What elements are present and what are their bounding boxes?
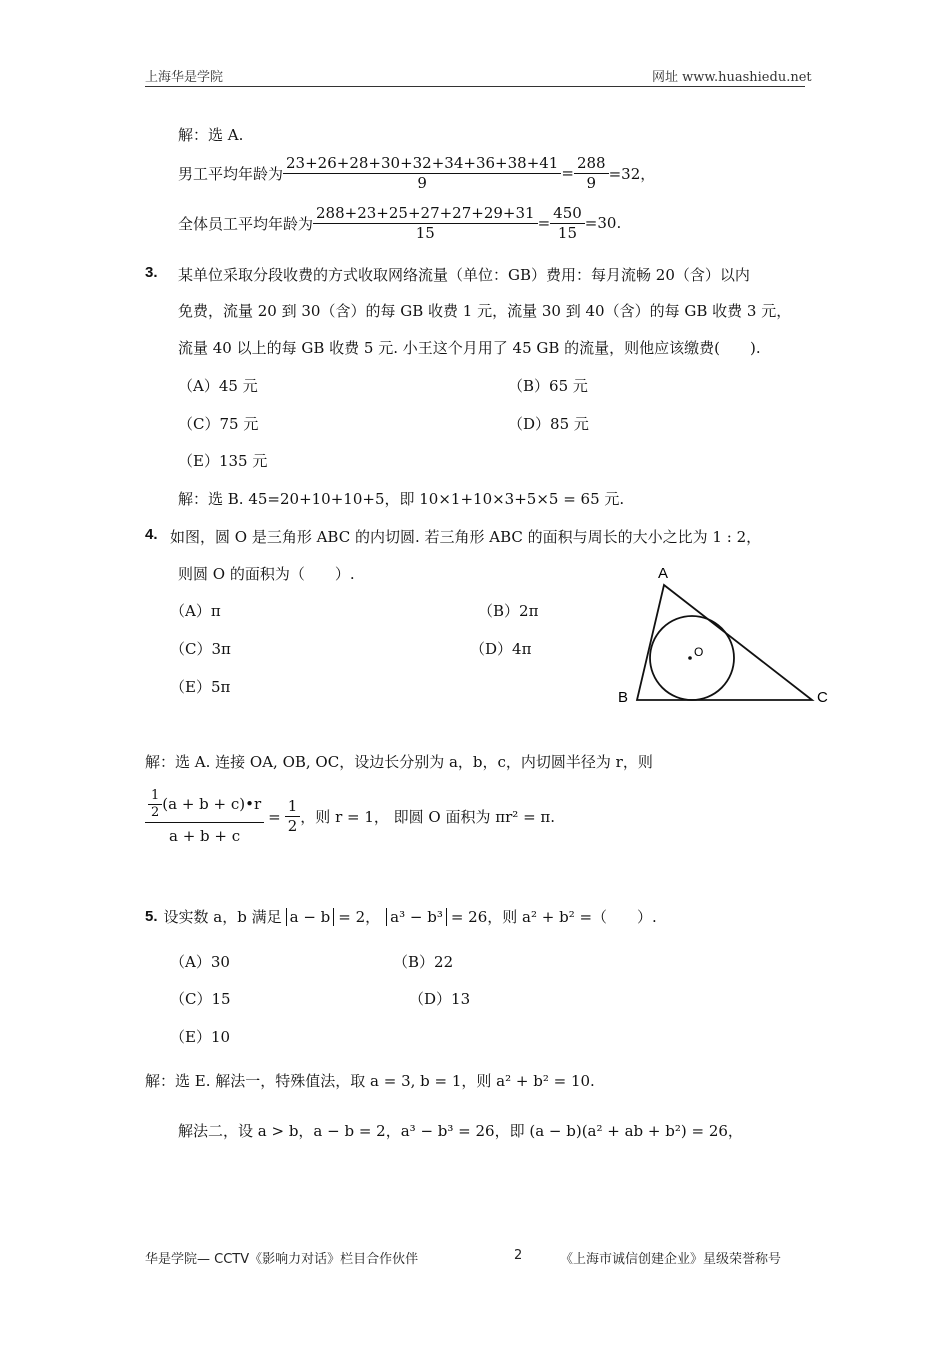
q3-option-d: （D）85 元 (508, 415, 589, 433)
q5-stem-pre: 设实数 a，b 满足 (163, 908, 282, 926)
q5-stem-post: = 26，则 a² + b² =（ ）. (450, 908, 657, 926)
q2-male-fraction2 (574, 154, 609, 193)
q4-rhs-numerator: 1 (285, 797, 301, 817)
q5-option-b: （B）22 (393, 953, 454, 971)
q2-all-denominator: 15 (415, 223, 435, 242)
q2-male-average (178, 154, 655, 193)
q4-half-numerator: 1 (148, 788, 162, 805)
q2-all-numerator2: 450 (550, 204, 585, 224)
q4-main-denominator: a + b + c (169, 826, 241, 845)
q3-option-c: （C）75 元 (178, 415, 259, 433)
q4-option-b: （B）2π (478, 602, 539, 620)
q5-abs-diff: a − b (286, 908, 335, 926)
header-right: 网址 www.huashiedu.net (652, 70, 812, 85)
q4-number: 4. (145, 526, 158, 543)
vertex-label-c: C (817, 689, 828, 706)
q2-male-numerator2: 288 (574, 154, 609, 174)
q5-stem-mid: = 2， (338, 908, 381, 926)
q2-all-average (178, 204, 621, 243)
q5-solution2: 解法二，设 a > b，a − b = 2，a³ − b³ = 26，即 (a − b)(a² + ab + b²) = 26， (178, 1122, 743, 1140)
q5-number: 5. (145, 908, 158, 925)
q5-option-e: （E）10 (170, 1028, 231, 1046)
q3-line1: 某单位采取分段收费的方式收取网络流量（单位：GB）费用：每月流畅 20（含）以内 (178, 266, 750, 284)
q4-main-fraction (145, 788, 264, 845)
q4-rhs-fraction (285, 797, 301, 836)
q4-option-c: （C）3π (170, 640, 231, 658)
q2-male-fraction (283, 154, 561, 193)
q3-option-a: （A）45 元 (178, 377, 258, 395)
q2-all-result: =30. (584, 214, 622, 233)
q4-half-fraction (148, 788, 162, 822)
footer-page-number: 2 (514, 1248, 523, 1263)
triangle-abc (637, 585, 812, 700)
triangle-incircle-figure (610, 560, 840, 710)
footer-right: 《上海市诚信创建企业》星级荣誉称号 (560, 1252, 782, 1267)
q2-male-label: 男工平均年龄为 (178, 164, 284, 183)
q4-solution-tail: ，则 r = 1， 即圆 O 面积为 πr² = π. (300, 808, 556, 827)
q3-solution: 解：选 B. 45=20+10+10+5，即 10×1+10×3+5×5 = 65 元. (178, 490, 625, 508)
q2-male-denominator: 9 (417, 173, 427, 192)
q4-rhs-denominator: 2 (287, 817, 298, 836)
q4-line2: 则圆 O 的面积为（ ）. (178, 565, 355, 583)
q2-all-fraction2 (550, 204, 585, 243)
q2-male-eq: = (561, 164, 574, 183)
q5-stem (145, 906, 657, 927)
q4-solution-line1: 解：选 A. 连接 OA, OB, OC，设边长分别为 a，b，c，内切圆半径为 r，则 (145, 753, 653, 771)
q4-equals: = (268, 807, 281, 826)
q4-solution-formula (145, 788, 555, 845)
q2-all-numerator: 288+23+25+27+27+29+31 (313, 204, 538, 224)
q2-male-result: =32， (608, 164, 656, 183)
vertex-label-b: B (618, 689, 629, 706)
header-left: 上海华是学院 (145, 70, 224, 85)
q4-line1: 如图，圆 O 是三角形 ABC 的内切圆. 若三角形 ABC 的面积与周长的大小之比为 1 : 2， (170, 528, 762, 546)
q2-male-numerator: 23+26+28+30+32+34+36+38+41 (283, 154, 561, 174)
vertex-label-a: A (658, 565, 669, 582)
footer-left: 华是学院— CCTV《影响力对话》栏目合作伙伴 (145, 1252, 419, 1267)
q4-option-d: （D）4π (470, 640, 532, 658)
q5-option-a: （A）30 (170, 953, 230, 971)
q3-option-b: （B）65 元 (508, 377, 588, 395)
center-label-o: O (694, 645, 704, 659)
q4-numerator-rest: (a + b + c)•r (162, 795, 262, 814)
q2-male-denominator2: 9 (586, 173, 597, 192)
q4-option-a: （A）π (170, 602, 221, 620)
q3-number: 3. (145, 264, 158, 281)
q2-all-denominator2: 15 (557, 223, 578, 242)
q5-option-c: （C）15 (170, 990, 231, 1008)
q2-all-fraction (313, 204, 538, 243)
center-point-o (688, 656, 692, 660)
header-divider (145, 86, 805, 87)
q3-line2: 免费，流量 20 到 30（含）的每 GB 收费 1 元，流量 30 到 40（含）的每 GB 收费 3 元， (178, 302, 792, 320)
incircle-o (650, 616, 734, 700)
q2-answer: 解：选 A. (178, 126, 244, 144)
q4-half-denominator: 2 (151, 805, 160, 821)
q5-abs-cube-diff: a³ − b³ (386, 908, 447, 926)
q3-option-e: （E）135 元 (178, 452, 268, 470)
q5-solution1: 解：选 E. 解法一，特殊值法，取 a = 3, b = 1，则 a² + b² = 10. (145, 1072, 595, 1090)
q5-option-d: （D）13 (409, 990, 471, 1008)
q3-line3: 流量 40 以上的每 GB 收费 5 元. 小王这个月用了 45 GB 的流量，则他应该缴费( ). (178, 339, 761, 357)
q4-option-e: （E）5π (170, 678, 231, 696)
q4-main-numerator (145, 788, 264, 823)
q2-all-eq: = (537, 214, 551, 233)
q2-all-label: 全体员工平均年龄为 (178, 214, 314, 233)
